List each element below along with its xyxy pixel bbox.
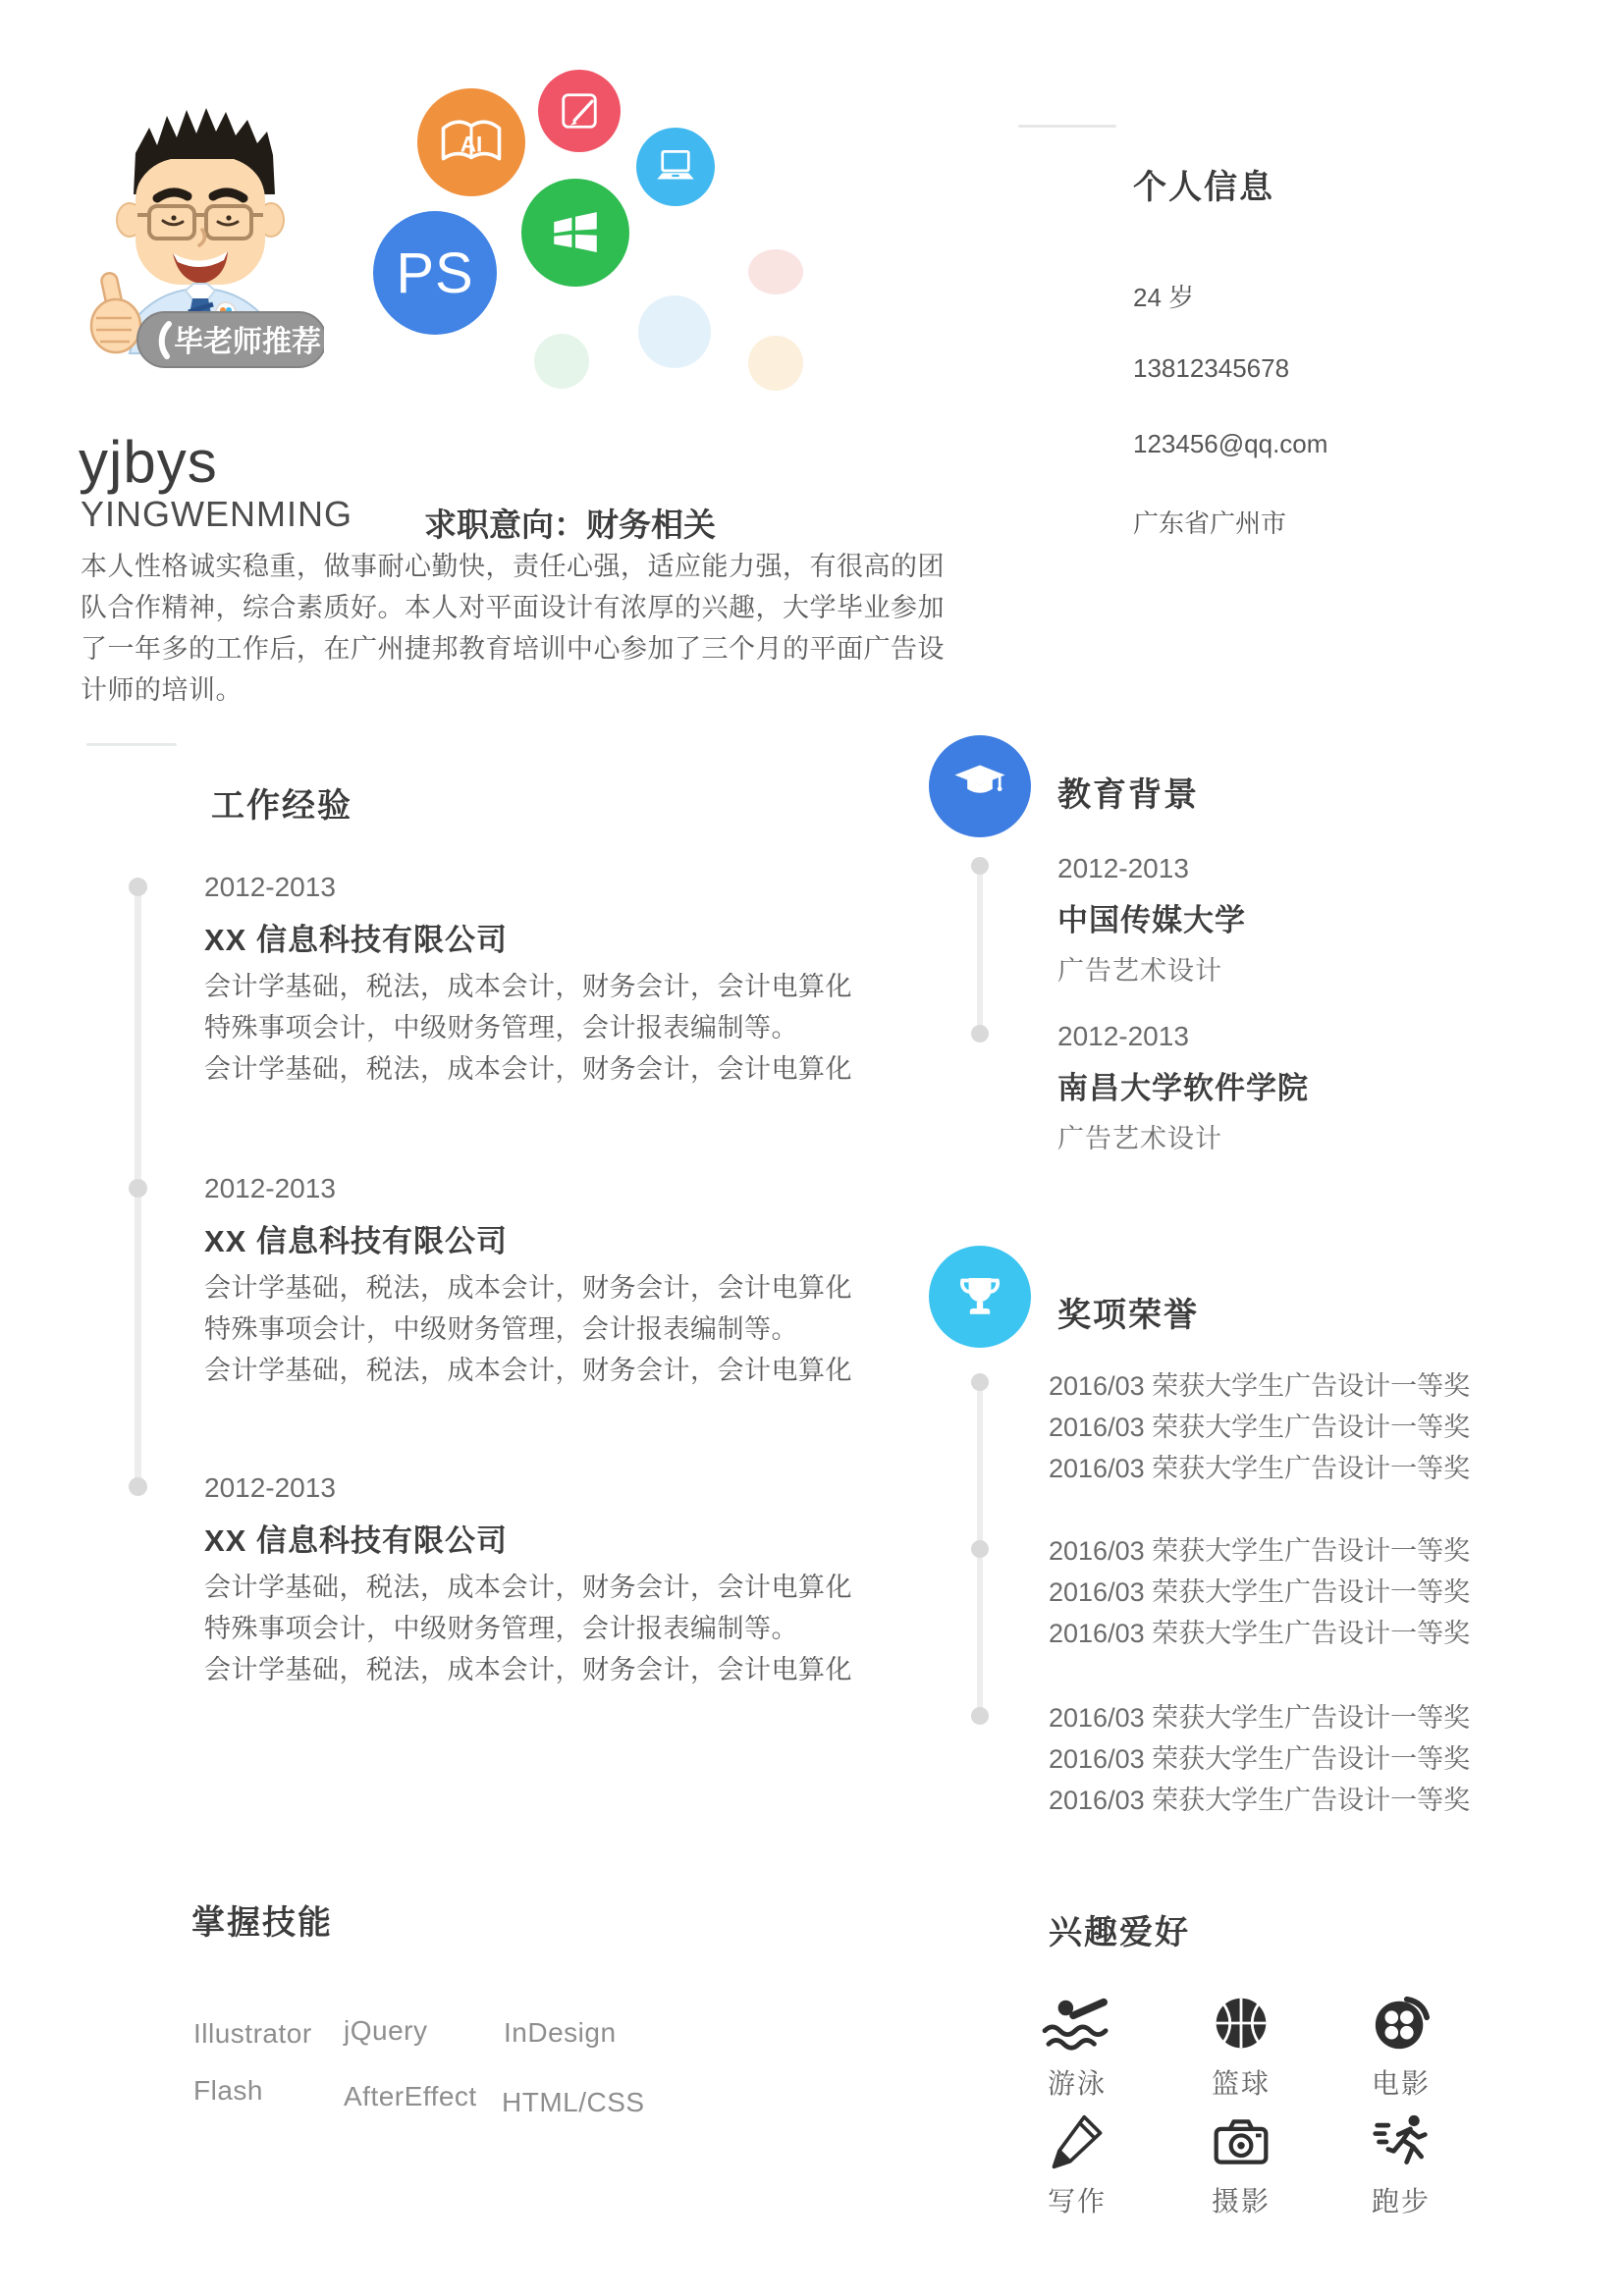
school-name: 南昌大学软件学院 [1057,1071,1309,1105]
hobby-item [1176,1993,1306,2102]
skills-section-title: 掌握技能 [191,1904,333,1942]
education-entry [1057,853,1568,988]
hobby-item [1012,2112,1142,2219]
timeline-dot [971,1540,989,1558]
age-value: 24 岁 [1133,283,1195,312]
award-line: 2016/03 荣获大学生广告设计一等奖 [1049,1619,1471,1648]
award-line: 2016/03 荣获大学生广告设计一等奖 [1049,1786,1471,1815]
windows-circle [521,179,629,287]
phone-value: 13812345678 [1133,353,1290,383]
personal-info-title: 个人信息 [1133,169,1274,206]
personal-info-rule [1018,125,1116,128]
work-desc-line: 会计学基础，税法，成本会计，财务会计，会计电算化 [204,1655,852,1684]
graduation-cap-icon [946,752,1014,821]
work-period: 2012-2013 [204,1472,336,1503]
award-line: 2016/03 荣获大学生广告设计一等奖 [1049,1577,1471,1607]
hobby-label: 写作 [1047,2186,1107,2216]
skill-item: jQuery [344,2015,428,2046]
work-desc-line: 特殊事项会计，中级财务管理，会计报表编制等。 [204,1314,798,1344]
hobby-item [1336,1993,1466,2102]
major-name: 广告艺术设计 [1057,1124,1222,1153]
work-entry [204,872,950,1090]
work-company: XX 信息科技有限公司 [204,1523,508,1558]
hobby-label: 电影 [1371,2068,1431,2099]
summary-line: 队合作精神，综合素质好。本人对平面设计有浓厚的兴趣，大学毕业参加 [81,593,945,622]
hobby-label: 游泳 [1047,2068,1107,2099]
timeline-dot [129,1179,147,1198]
summary-line: 计师的培训。 [81,675,243,705]
laptop-icon [651,142,700,191]
skill-item: Illustrator [193,2018,312,2049]
timeline-dot [971,1025,989,1042]
trophy-icon [947,1264,1012,1329]
ps-label: PS [396,240,474,305]
awards-section-title: 奖项荣誉 [1057,1297,1199,1334]
camera-icon [1212,2112,1271,2171]
skill-item: AfterEffect [344,2081,477,2111]
award-group [1049,1530,1598,1654]
awards-icon-circle [929,1246,1031,1348]
timeline-dot [129,878,147,896]
work-company: XX 信息科技有限公司 [204,1224,508,1258]
candidate-name-en: YINGWENMING [81,494,352,534]
skill-item: Flash [193,2075,263,2106]
laptop-circle [636,128,715,206]
major-name: 广告艺术设计 [1057,956,1222,986]
banner-label: 毕老师推荐 [174,326,321,358]
ai-book-icon [434,105,509,180]
work-section-title: 工作经验 [211,787,352,825]
swimming-icon [1038,1993,1116,2054]
hobby-item [1012,1993,1142,2102]
hobby-item [1176,2112,1306,2219]
timeline-dot [971,857,989,875]
work-section-rule [86,743,177,746]
award-group [1049,1697,1598,1821]
award-line: 2016/03 荣获大学生广告设计一等奖 [1049,1536,1471,1566]
writing-pencil-icon [1049,2112,1106,2171]
work-desc-line: 会计学基础，税法，成本会计，财务会计，会计电算化 [204,1054,852,1084]
education-timeline [977,866,983,1034]
award-line: 2016/03 荣获大学生广告设计一等奖 [1049,1744,1471,1774]
self-summary [81,546,945,711]
award-line: 2016/03 荣获大学生广告设计一等奖 [1049,1413,1471,1442]
recommend-banner [137,312,324,367]
education-section-title: 教育背景 [1057,776,1199,814]
work-desc-line: 会计学基础，税法，成本会计，财务会计，会计电算化 [204,1573,852,1602]
running-icon [1371,2112,1432,2171]
work-entry [204,1472,950,1690]
work-desc-line: 特殊事项会计，中级财务管理，会计报表编制等。 [204,1013,798,1042]
email-value: 123456@qq.com [1133,429,1328,458]
job-intent: 求职意向：财务相关 [424,507,716,543]
windows-logo-icon [547,204,604,261]
education-period: 2012-2013 [1057,853,1189,883]
skill-item: InDesign [504,2017,617,2048]
work-entry [204,1173,950,1391]
hobby-label: 摄影 [1211,2186,1271,2216]
award-line: 2016/03 荣获大学生广告设计一等奖 [1049,1371,1471,1401]
ai-circle [417,88,525,196]
award-group [1049,1365,1598,1489]
award-line: 2016/03 荣获大学生广告设计一等奖 [1049,1703,1471,1733]
work-desc-line: 会计学基础，税法，成本会计，财务会计，会计电算化 [204,972,852,1001]
timeline-dot [971,1373,989,1391]
decor-circle-blue [638,295,711,368]
decor-circle-orange [748,336,803,391]
basketball-icon [1212,1993,1271,2054]
work-period: 2012-2013 [204,872,336,902]
work-desc-line: 特殊事项会计，中级财务管理，会计报表编制等。 [204,1614,798,1643]
hobby-label: 跑步 [1371,2186,1431,2216]
summary-line: 本人性格诚实稳重，做事耐心勤快，责任心强，适应能力强，有很高的团 [81,552,945,581]
school-name: 中国传媒大学 [1057,903,1246,937]
education-icon-circle [929,735,1031,837]
thumbs-up-hand [91,272,140,352]
location-value: 广东省广州市 [1133,508,1287,538]
movie-reel-icon [1371,1993,1432,2054]
edit-pencil-icon [554,85,605,136]
hobby-label: 篮球 [1211,2068,1271,2099]
timeline-dot [971,1707,989,1725]
hobby-item [1336,2112,1466,2219]
decor-circle-green [534,334,589,389]
summary-line: 了一年多的工作后，在广州捷邦教育培训中心参加了三个月的平面广告设 [81,634,945,664]
timeline-dot [129,1477,147,1496]
skill-item: HTML/CSS [502,2087,645,2117]
education-entry [1057,1021,1568,1155]
decor-circle-pink [748,249,803,294]
hobbies-section-title: 兴趣爱好 [1049,1914,1190,1951]
svg-text:AI: AI [460,132,483,157]
ps-circle [373,211,497,335]
education-period: 2012-2013 [1057,1021,1189,1051]
edit-circle [538,70,621,152]
work-desc-line: 会计学基础，税法，成本会计，财务会计，会计电算化 [204,1273,852,1303]
work-company: XX 信息科技有限公司 [204,923,508,957]
avatar [77,96,324,375]
candidate-name: yjbys [79,429,218,495]
work-period: 2012-2013 [204,1173,336,1203]
work-desc-line: 会计学基础，税法，成本会计，财务会计，会计电算化 [204,1356,852,1385]
award-line: 2016/03 荣获大学生广告设计一等奖 [1049,1454,1471,1483]
